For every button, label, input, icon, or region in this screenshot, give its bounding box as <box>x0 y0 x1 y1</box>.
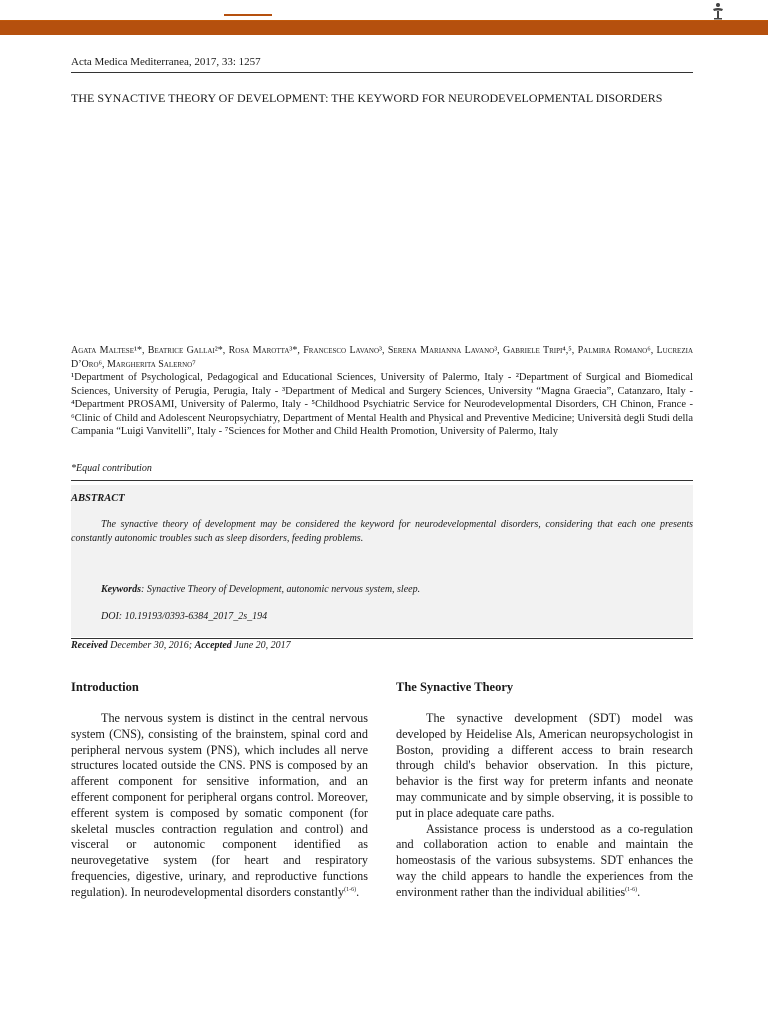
page-header-bar <box>0 0 768 21</box>
header-accent-line <box>224 14 272 16</box>
doi: DOI: 10.19193/0393-6384_2017_2s_194 <box>101 611 268 622</box>
citation: (1-6) <box>625 886 638 893</box>
affiliations: ¹Department of Psychological, Pedagogical and Educational Sciences, University of Palermo, Italy - ²Department of Surgical and Biomedical Sciences, University of Perugia, Perugia, Italy - ³Department of Medical and Surgery Sciences, University “Magna Graecia”, Catanzaro, Italy - ⁴Department PROSAMI, University of Palermo, Italy - ⁵Childhood Psychiatric Service for Neurodevelopmental Disorders, CH Chinon, France - ⁶Clinic of Child and Adolescent Neuropsychiatry, Department of Mental Health and Physical and Preventive Medicine; Università degli Studi della Campania “Luigi Vanvitelli”, Italy - ⁷Sciences for Mother and Child Health Promotion, University of Palermo, Italy <box>71 372 693 438</box>
introduction-text: The nervous system is distinct in the central nervous system (CNS), consisting of the brainstem, spinal cord and peripheral nervous system (PNS), which includes all nerve structures located outside the CNS. PNS is composed by an afferent component for sensitive information, and an efferent component for peripheral organs control. Moreover, efferent system is composed by somatic component (for skeletal muscles contraction regulation and control) and visceral or autonomic component identified as neurovegetative system (for heart and respiratory frequencies, digestive, urinary, and reproductive functions regulation). In neurodevelopmental disorders constantly <box>71 711 368 899</box>
introduction-heading: Introduction <box>71 680 139 694</box>
journal-reference: Acta Medica Mediterranea, 2017, 33: 1257 <box>71 56 261 68</box>
divider <box>71 72 693 73</box>
introduction-paragraph <box>71 711 368 901</box>
sentence-end: . <box>637 884 641 899</box>
figure-logo-icon <box>710 2 726 20</box>
dates-line <box>71 640 291 651</box>
header-band <box>0 21 768 35</box>
abstract-text: The synactive theory of development may be considered the keyword for neurodevelopmental disorders, considering that each one presents constantly autonomic troubles such as sleep disorders, feeding problems. <box>71 519 693 544</box>
divider <box>71 638 693 639</box>
column-left <box>71 680 368 901</box>
keywords <box>101 584 420 595</box>
synactive-paragraph-1: The synactive development (SDT) model was developed by Heidelise Als, American neuropsychologist in Boston, providing a different access to brain research through child's behavior observation. In this picture, behavior is the first way for preterm infants and neonate may communicate and by simple observing, it is possible to put in place adequate care paths. <box>396 711 693 820</box>
abstract-box <box>71 485 693 637</box>
keywords-text: : Synactive Theory of Development, autonomic nervous system, sleep. <box>141 584 421 595</box>
received-label: Received <box>71 640 108 651</box>
synactive-paragraph-2 <box>396 822 693 901</box>
keywords-label: Keywords <box>101 584 141 595</box>
article-title: THE SYNACTIVE THEORY OF DEVELOPMENT: THE KEYWORD FOR NEURODEVELOPMENTAL DISORDERS <box>71 91 663 105</box>
synactive-heading: The Synactive Theory <box>396 680 514 694</box>
received-date: December 30, 2016; <box>107 640 195 651</box>
abstract-heading: ABSTRACT <box>71 493 125 504</box>
accepted-date: June 20, 2017 <box>231 640 291 651</box>
accepted-label: Accepted <box>194 640 232 651</box>
divider <box>71 480 693 481</box>
synactive-text: Assistance process is understood as a co-regulation and collaboration action to enable and maintain the homeostasis of the various subsystems. SDT enhances the way the child appears to handle the experiences from the environment rather than the individual abilities <box>396 821 693 899</box>
citation: (1-6) <box>344 886 357 893</box>
equal-contribution-note: *Equal contribution <box>71 463 152 474</box>
column-right <box>396 680 693 901</box>
author-list: Agata Maltese¹*, Beatrice Gallai²*, Rosa Marotta³*, Francesco Lavano³, Serena Marianna Lavano³, Gabriele Tripi⁴,⁵, Palmira Romano⁶, Lucrezia D’Oro⁶, Margherita Salerno⁷ <box>71 345 693 370</box>
sentence-end: . <box>356 884 360 899</box>
